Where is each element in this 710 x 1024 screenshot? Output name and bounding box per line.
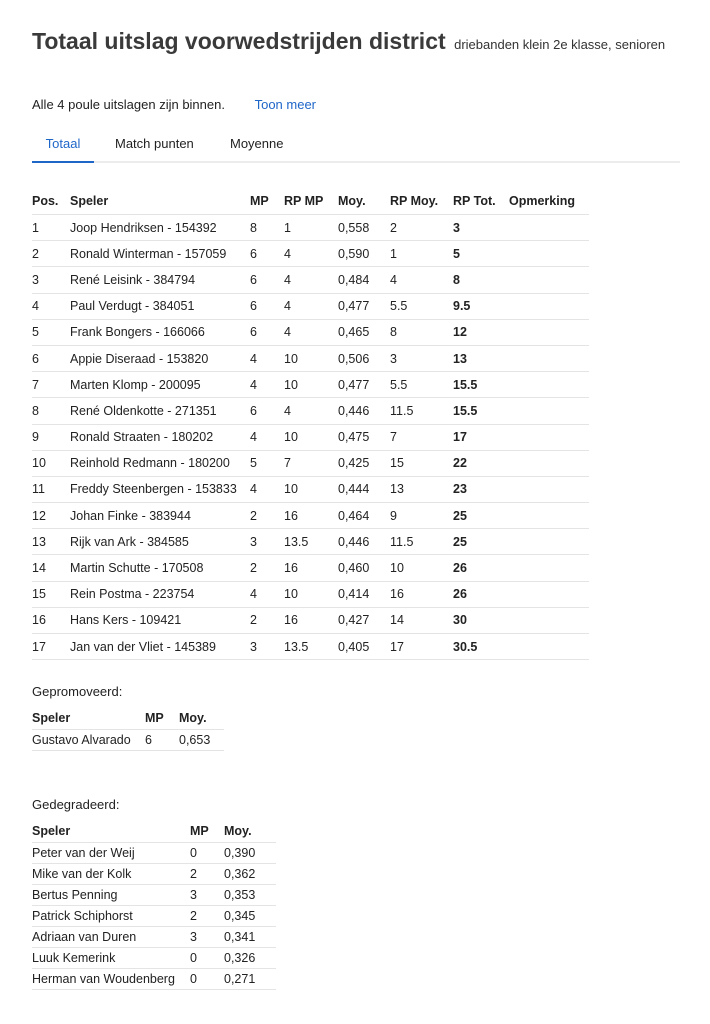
result-cell-rp-tot: 8 <box>453 267 509 293</box>
result-cell-opmerking <box>509 607 589 633</box>
result-cell-opmerking <box>509 293 589 319</box>
result-cell-pos: 12 <box>32 503 70 529</box>
result-cell-pos: 7 <box>32 372 70 398</box>
result-cell-rp-moy: 1 <box>390 241 453 267</box>
result-cell-pos: 2 <box>32 241 70 267</box>
result-cell-opmerking <box>509 241 589 267</box>
result-cell-pos: 17 <box>32 634 70 660</box>
result-cell-moy: 0,425 <box>338 450 390 476</box>
promoted-cell-moy: 0,653 <box>179 730 224 751</box>
relegated-cell-speler: Luuk Kemerink <box>32 948 190 969</box>
promoted-table <box>32 707 224 751</box>
result-cell-opmerking <box>509 424 589 450</box>
result-cell-rp-moy: 9 <box>390 503 453 529</box>
relegated-table <box>32 820 276 990</box>
col-opmerking: Opmerking <box>509 188 589 215</box>
promoted-cell-mp: 6 <box>145 730 179 751</box>
result-cell-mp: 3 <box>250 634 284 660</box>
result-cell-moy: 0,464 <box>338 503 390 529</box>
tab-match-punten[interactable]: Match punten <box>115 136 194 151</box>
result-cell-opmerking <box>509 476 589 502</box>
result-cell-rp-tot: 25 <box>453 503 509 529</box>
result-cell-rp-mp: 4 <box>284 267 338 293</box>
result-row <box>32 634 589 660</box>
result-cell-mp: 8 <box>250 215 284 241</box>
result-cell-pos: 11 <box>32 476 70 502</box>
result-cell-opmerking <box>509 503 589 529</box>
result-cell-speler: Johan Finke - 383944 <box>70 503 250 529</box>
relegated-cell-speler: Patrick Schiphorst <box>32 906 190 927</box>
result-cell-rp-tot: 30.5 <box>453 634 509 660</box>
result-cell-pos: 10 <box>32 450 70 476</box>
result-cell-pos: 8 <box>32 398 70 424</box>
relegated-row <box>32 885 276 906</box>
result-cell-rp-tot: 23 <box>453 476 509 502</box>
result-cell-rp-moy: 7 <box>390 424 453 450</box>
result-cell-opmerking <box>509 555 589 581</box>
relegated-cell-mp: 0 <box>190 948 224 969</box>
relegated-cell-mp: 3 <box>190 927 224 948</box>
result-cell-rp-tot: 22 <box>453 450 509 476</box>
result-cell-speler: Rijk van Ark - 384585 <box>70 529 250 555</box>
relegated-cell-moy: 0,345 <box>224 906 276 927</box>
result-cell-rp-moy: 2 <box>390 215 453 241</box>
tab-bar <box>32 130 680 163</box>
page-subtitle: driebanden klein 2e klasse, senioren <box>454 37 666 52</box>
result-cell-rp-moy: 3 <box>390 345 453 371</box>
result-cell-moy: 0,477 <box>338 293 390 319</box>
relegated-cell-speler: Herman van Woudenberg <box>32 969 190 990</box>
result-cell-opmerking <box>509 529 589 555</box>
result-cell-rp-mp: 10 <box>284 424 338 450</box>
result-cell-speler: Rein Postma - 223754 <box>70 581 250 607</box>
result-cell-rp-mp: 10 <box>284 372 338 398</box>
promoted-label: Gepromoveerd: <box>32 684 123 699</box>
result-cell-moy: 0,460 <box>338 555 390 581</box>
relegated-col-mp: MP <box>190 820 224 843</box>
result-cell-rp-mp: 13.5 <box>284 529 338 555</box>
result-cell-opmerking <box>509 345 589 371</box>
tab-moyenne[interactable]: Moyenne <box>230 136 284 151</box>
result-cell-rp-mp: 1 <box>284 215 338 241</box>
result-cell-mp: 6 <box>250 319 284 345</box>
result-row <box>32 503 589 529</box>
relegated-row <box>32 864 276 885</box>
col-rp-moy: RP Moy. <box>390 188 453 215</box>
result-row <box>32 555 589 581</box>
result-cell-pos: 5 <box>32 319 70 345</box>
relegated-cell-moy: 0,341 <box>224 927 276 948</box>
result-cell-speler: Appie Diseraad - 153820 <box>70 345 250 371</box>
result-cell-rp-mp: 16 <box>284 503 338 529</box>
col-mp: MP <box>250 188 284 215</box>
result-cell-mp: 3 <box>250 529 284 555</box>
result-cell-mp: 4 <box>250 581 284 607</box>
result-row <box>32 398 589 424</box>
result-cell-mp: 4 <box>250 476 284 502</box>
col-speler: Speler <box>70 188 250 215</box>
result-cell-rp-moy: 11.5 <box>390 398 453 424</box>
result-cell-speler: René Oldenkotte - 271351 <box>70 398 250 424</box>
result-cell-rp-moy: 4 <box>390 267 453 293</box>
result-cell-mp: 4 <box>250 345 284 371</box>
promoted-col-speler: Speler <box>32 707 145 730</box>
result-cell-rp-mp: 10 <box>284 476 338 502</box>
result-cell-moy: 0,446 <box>338 398 390 424</box>
relegated-cell-speler: Adriaan van Duren <box>32 927 190 948</box>
result-cell-moy: 0,405 <box>338 634 390 660</box>
relegated-cell-mp: 0 <box>190 969 224 990</box>
promoted-row <box>32 730 224 751</box>
result-row <box>32 345 589 371</box>
result-row <box>32 293 589 319</box>
show-more-link[interactable]: Toon meer <box>254 97 317 112</box>
status-row <box>32 97 316 112</box>
result-cell-rp-tot: 30 <box>453 607 509 633</box>
result-cell-moy: 0,558 <box>338 215 390 241</box>
result-cell-speler: Freddy Steenbergen - 153833 <box>70 476 250 502</box>
result-cell-rp-mp: 10 <box>284 581 338 607</box>
result-cell-speler: Reinhold Redmann - 180200 <box>70 450 250 476</box>
relegated-cell-moy: 0,353 <box>224 885 276 906</box>
result-cell-pos: 6 <box>32 345 70 371</box>
result-cell-rp-tot: 9.5 <box>453 293 509 319</box>
result-cell-mp: 6 <box>250 267 284 293</box>
result-row <box>32 372 589 398</box>
result-cell-rp-moy: 5.5 <box>390 293 453 319</box>
result-cell-speler: Ronald Winterman - 157059 <box>70 241 250 267</box>
result-row <box>32 450 589 476</box>
relegated-label: Gedegradeerd: <box>32 797 120 812</box>
result-cell-speler: Ronald Straaten - 180202 <box>70 424 250 450</box>
result-cell-rp-tot: 26 <box>453 555 509 581</box>
result-cell-moy: 0,477 <box>338 372 390 398</box>
relegated-cell-moy: 0,362 <box>224 864 276 885</box>
page-title: Totaal uitslag voorwedstrijden district <box>32 28 446 54</box>
result-cell-rp-tot: 26 <box>453 581 509 607</box>
result-cell-rp-moy: 8 <box>390 319 453 345</box>
result-row <box>32 241 589 267</box>
result-cell-mp: 4 <box>250 372 284 398</box>
relegated-cell-mp: 3 <box>190 885 224 906</box>
result-cell-moy: 0,475 <box>338 424 390 450</box>
relegated-row <box>32 969 276 990</box>
result-cell-rp-mp: 10 <box>284 345 338 371</box>
result-row <box>32 476 589 502</box>
result-cell-moy: 0,414 <box>338 581 390 607</box>
col-rp-mp: RP MP <box>284 188 338 215</box>
result-cell-speler: Marten Klomp - 200095 <box>70 372 250 398</box>
result-cell-moy: 0,484 <box>338 267 390 293</box>
result-cell-moy: 0,444 <box>338 476 390 502</box>
result-cell-rp-tot: 13 <box>453 345 509 371</box>
result-cell-speler: Martin Schutte - 170508 <box>70 555 250 581</box>
col-moy: Moy. <box>338 188 390 215</box>
results-header-row <box>32 188 589 215</box>
result-row <box>32 581 589 607</box>
result-cell-opmerking <box>509 267 589 293</box>
result-cell-speler: Joop Hendriksen - 154392 <box>70 215 250 241</box>
result-row <box>32 529 589 555</box>
relegated-col-speler: Speler <box>32 820 190 843</box>
result-cell-moy: 0,446 <box>338 529 390 555</box>
result-row <box>32 267 589 293</box>
result-cell-mp: 4 <box>250 424 284 450</box>
result-cell-rp-mp: 16 <box>284 607 338 633</box>
result-cell-moy: 0,590 <box>338 241 390 267</box>
result-cell-rp-mp: 4 <box>284 293 338 319</box>
result-cell-mp: 2 <box>250 607 284 633</box>
tab-totaal[interactable]: Totaal <box>32 130 94 163</box>
result-row <box>32 424 589 450</box>
result-cell-pos: 1 <box>32 215 70 241</box>
result-cell-moy: 0,465 <box>338 319 390 345</box>
result-cell-pos: 9 <box>32 424 70 450</box>
relegated-cell-moy: 0,326 <box>224 948 276 969</box>
result-cell-rp-mp: 13.5 <box>284 634 338 660</box>
result-cell-rp-moy: 11.5 <box>390 529 453 555</box>
result-cell-opmerking <box>509 634 589 660</box>
result-cell-pos: 15 <box>32 581 70 607</box>
col-rp-tot: RP Tot. <box>453 188 509 215</box>
result-cell-rp-moy: 16 <box>390 581 453 607</box>
promoted-col-moy: Moy. <box>179 707 224 730</box>
result-cell-rp-mp: 4 <box>284 241 338 267</box>
relegated-cell-mp: 0 <box>190 843 224 864</box>
promoted-header-row <box>32 707 224 730</box>
result-cell-speler: Paul Verdugt - 384051 <box>70 293 250 319</box>
relegated-cell-mp: 2 <box>190 864 224 885</box>
result-cell-opmerking <box>509 398 589 424</box>
status-text: Alle 4 poule uitslagen zijn binnen. <box>32 97 225 112</box>
result-row <box>32 319 589 345</box>
result-cell-rp-mp: 4 <box>284 398 338 424</box>
result-row <box>32 215 589 241</box>
result-cell-opmerking <box>509 215 589 241</box>
result-cell-speler: Jan van der Vliet - 145389 <box>70 634 250 660</box>
result-cell-mp: 6 <box>250 293 284 319</box>
result-cell-pos: 16 <box>32 607 70 633</box>
relegated-cell-speler: Mike van der Kolk <box>32 864 190 885</box>
result-cell-rp-tot: 17 <box>453 424 509 450</box>
relegated-header-row <box>32 820 276 843</box>
relegated-cell-mp: 2 <box>190 906 224 927</box>
result-cell-rp-tot: 15.5 <box>453 398 509 424</box>
relegated-row <box>32 843 276 864</box>
relegated-cell-moy: 0,271 <box>224 969 276 990</box>
result-cell-rp-tot: 15.5 <box>453 372 509 398</box>
relegated-cell-moy: 0,390 <box>224 843 276 864</box>
result-cell-rp-moy: 5.5 <box>390 372 453 398</box>
result-cell-rp-mp: 7 <box>284 450 338 476</box>
result-cell-rp-tot: 25 <box>453 529 509 555</box>
result-cell-rp-tot: 5 <box>453 241 509 267</box>
promoted-col-mp: MP <box>145 707 179 730</box>
result-cell-pos: 3 <box>32 267 70 293</box>
result-cell-speler: Frank Bongers - 166066 <box>70 319 250 345</box>
result-cell-rp-tot: 12 <box>453 319 509 345</box>
page-header <box>32 28 665 55</box>
result-cell-rp-moy: 15 <box>390 450 453 476</box>
relegated-cell-speler: Bertus Penning <box>32 885 190 906</box>
result-cell-speler: Hans Kers - 109421 <box>70 607 250 633</box>
result-cell-rp-mp: 4 <box>284 319 338 345</box>
result-cell-rp-mp: 16 <box>284 555 338 581</box>
result-cell-mp: 5 <box>250 450 284 476</box>
result-row <box>32 607 589 633</box>
result-cell-mp: 2 <box>250 555 284 581</box>
relegated-row <box>32 948 276 969</box>
result-cell-moy: 0,506 <box>338 345 390 371</box>
result-cell-rp-moy: 17 <box>390 634 453 660</box>
relegated-col-moy: Moy. <box>224 820 276 843</box>
result-cell-rp-moy: 10 <box>390 555 453 581</box>
promoted-cell-speler: Gustavo Alvarado <box>32 730 145 751</box>
relegated-row <box>32 906 276 927</box>
result-cell-moy: 0,427 <box>338 607 390 633</box>
result-cell-pos: 4 <box>32 293 70 319</box>
relegated-row <box>32 927 276 948</box>
result-cell-speler: René Leisink - 384794 <box>70 267 250 293</box>
relegated-cell-speler: Peter van der Weij <box>32 843 190 864</box>
result-cell-opmerking <box>509 450 589 476</box>
result-cell-mp: 6 <box>250 398 284 424</box>
result-cell-rp-moy: 13 <box>390 476 453 502</box>
results-table <box>32 188 589 660</box>
result-cell-pos: 13 <box>32 529 70 555</box>
result-cell-pos: 14 <box>32 555 70 581</box>
result-cell-mp: 2 <box>250 503 284 529</box>
result-cell-opmerking <box>509 319 589 345</box>
result-cell-mp: 6 <box>250 241 284 267</box>
col-pos: Pos. <box>32 188 70 215</box>
result-cell-opmerking <box>509 372 589 398</box>
result-cell-rp-moy: 14 <box>390 607 453 633</box>
result-cell-opmerking <box>509 581 589 607</box>
result-cell-rp-tot: 3 <box>453 215 509 241</box>
